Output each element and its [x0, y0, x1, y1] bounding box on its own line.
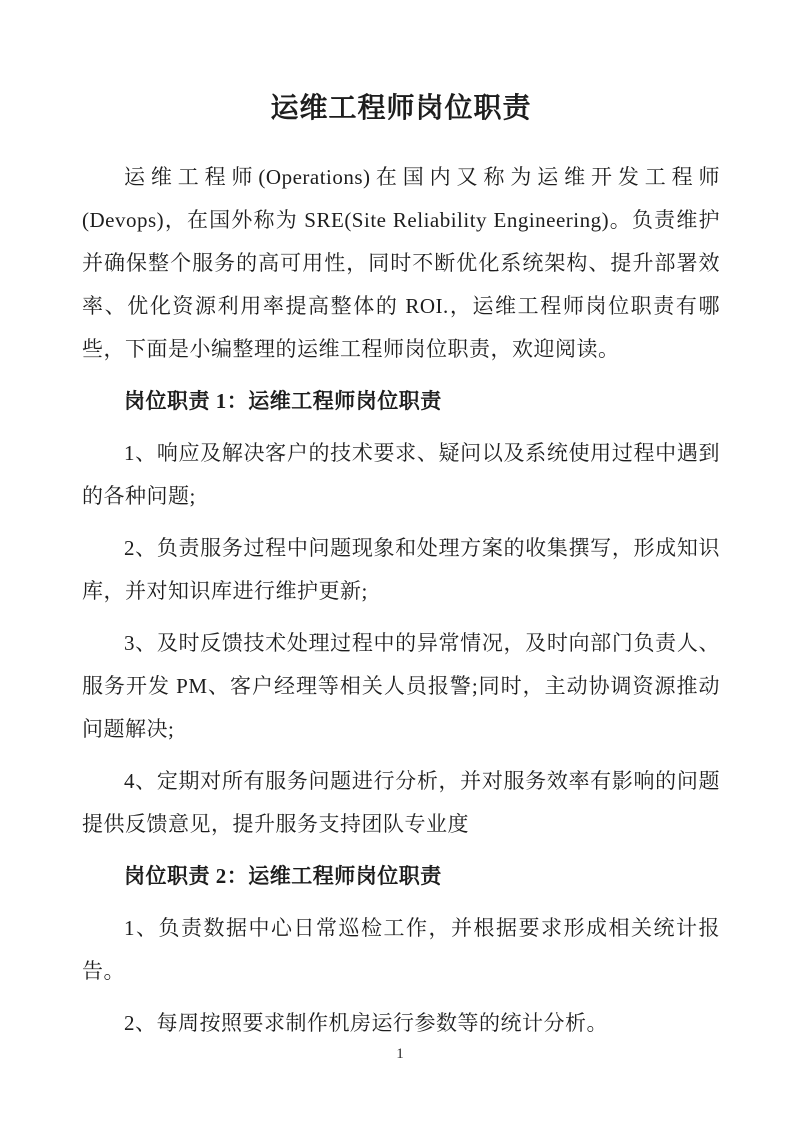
intro-paragraph: 运维工程师(Operations)在国内又称为运维开发工程师(Devops)，在国外称为 SRE(Site Reliability Engineering)。负责维护并确保整个服务的高可用性，同时不断优化系统架构、提升部署效率、优化资源利用率提高整体的 ROI.，运维工程师岗位职责有哪些，下面是小编整理的运维工程师岗位职责，欢迎阅读。 — [82, 165, 720, 361]
section-1-item-3: 3、及时反馈技术处理过程中的异常情况，及时向部门负责人、服务开发 PM、客户经理等相关人员报警;同时，主动协调资源推动问题解决; — [82, 631, 720, 741]
section-1-item-1: 1、响应及解决客户的技术要求、疑问以及系统使用过程中遇到的各种问题; — [82, 441, 720, 508]
section-2-item-1: 1、负责数据中心日常巡检工作，并根据要求形成相关统计报告。 — [82, 916, 720, 983]
section-2-heading: 岗位职责 2：运维工程师岗位职责 — [124, 864, 442, 888]
page-number: 1 — [396, 1046, 404, 1062]
section-2-item-2: 2、每周按照要求制作机房运行参数等的统计分析。 — [124, 1011, 608, 1035]
section-1-item-4: 4、定期对所有服务问题进行分析，并对服务效率有影响的问题提供反馈意见，提升服务支持团队专业度 — [82, 769, 720, 836]
section-1-item-2: 2、负责服务过程中问题现象和处理方案的收集撰写，形成知识库，并对知识库进行维护更新; — [82, 536, 720, 603]
document-title: 运维工程师岗位职责 — [270, 93, 532, 124]
section-1-heading: 岗位职责 1：运维工程师岗位职责 — [124, 389, 442, 413]
